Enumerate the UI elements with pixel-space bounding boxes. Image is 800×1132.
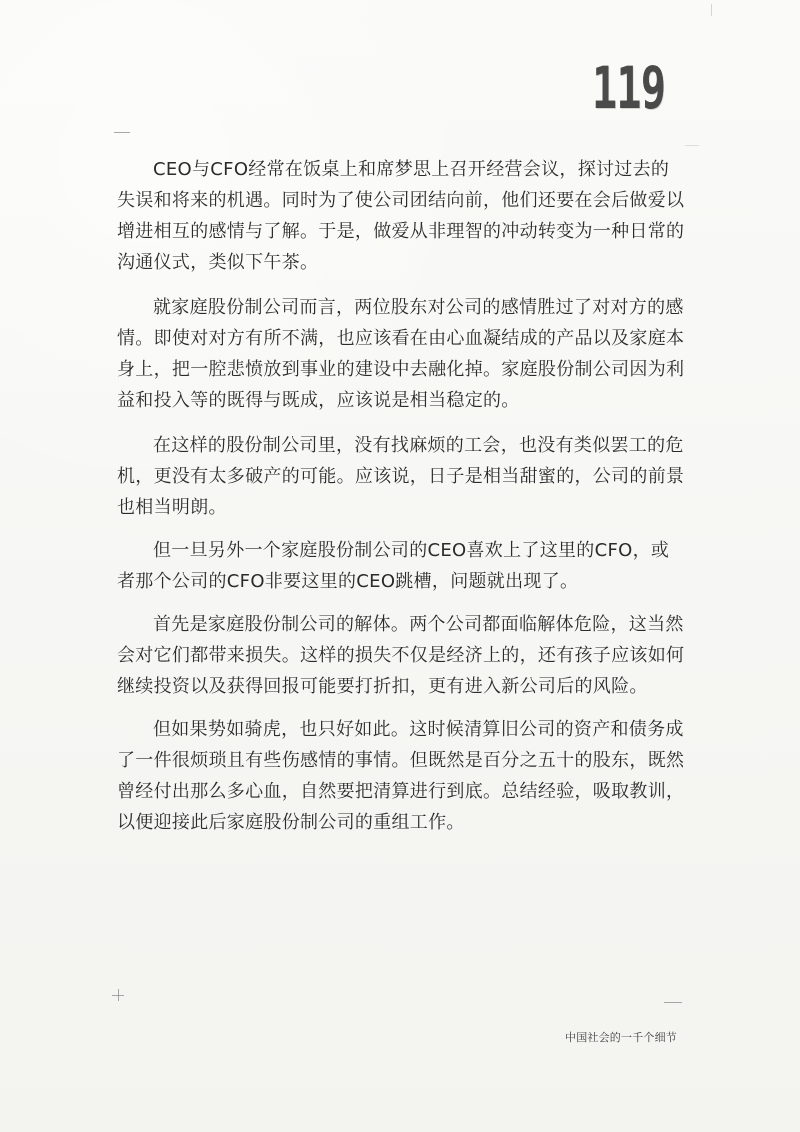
bottom-left-registration-mark-vertical xyxy=(118,989,119,1001)
paragraph-3: 在这样的股份制公司里，没有找麻烦的工会，也没有类似罢工的危机，更没有太多破产的可能。应该说，日子是相当甜蜜的，公司的前景也相当明朗。 xyxy=(117,435,685,518)
running-footer: 中国社会的一千个细节 xyxy=(565,1031,677,1044)
paragraph-4: 但一旦另外一个家庭股份制公司的CEO喜欢上了这里的CFO，或者那个公司的CFO非要这里的CEO跳槽，问题就出现了。 xyxy=(117,540,670,592)
page-number: 119 xyxy=(592,54,666,122)
bottom-right-registration-mark xyxy=(664,1002,682,1003)
body-text xyxy=(117,154,685,838)
top-edge-scan-mark xyxy=(711,4,712,16)
right-edge-scan-mark xyxy=(685,145,699,146)
top-left-registration-mark xyxy=(114,132,130,133)
paragraph-5: 首先是家庭股份制公司的解体。两个公司都面临解体危险，这当然会对它们都带来损失。这样的损失不仅是经济上的，还有孩子应该如何继续投资以及获得回报可能要打折扣，更有进入新公司后的风险。 xyxy=(117,614,685,697)
paragraph-1: CEO与CFO经常在饭桌上和席梦思上召开经营会议，探讨过去的失误和将来的机遇。同时为了使公司团结向前，他们还要在会后做爱以增进相互的感情与了解。于是，做爱从非理智的冲动转变为一种日常的沟通仪式，类似下午茶。 xyxy=(117,159,685,273)
paragraph-6: 但如果势如骑虎，也只好如此。这时候清算旧公司的资产和债务成了一件很烦琐且有些伤感情的事情。但既然是百分之五十的股东，既然曾经付出那么多心血，自然要把清算进行到底。总结经验，吸取教训，以便迎接此后家庭股份制公司的重组工作。 xyxy=(117,719,685,833)
paragraph-2: 就家庭股份制公司而言，两位股东对公司的感情胜过了对对方的感情。即使对对方有所不满，也应该看在由心血凝结成的产品以及家庭本身上，把一腔悲愤放到事业的建设中去融化掉。家庭股份制公司因为利益和投入等的既得与既成，应该说是相当稳定的。 xyxy=(117,297,685,411)
